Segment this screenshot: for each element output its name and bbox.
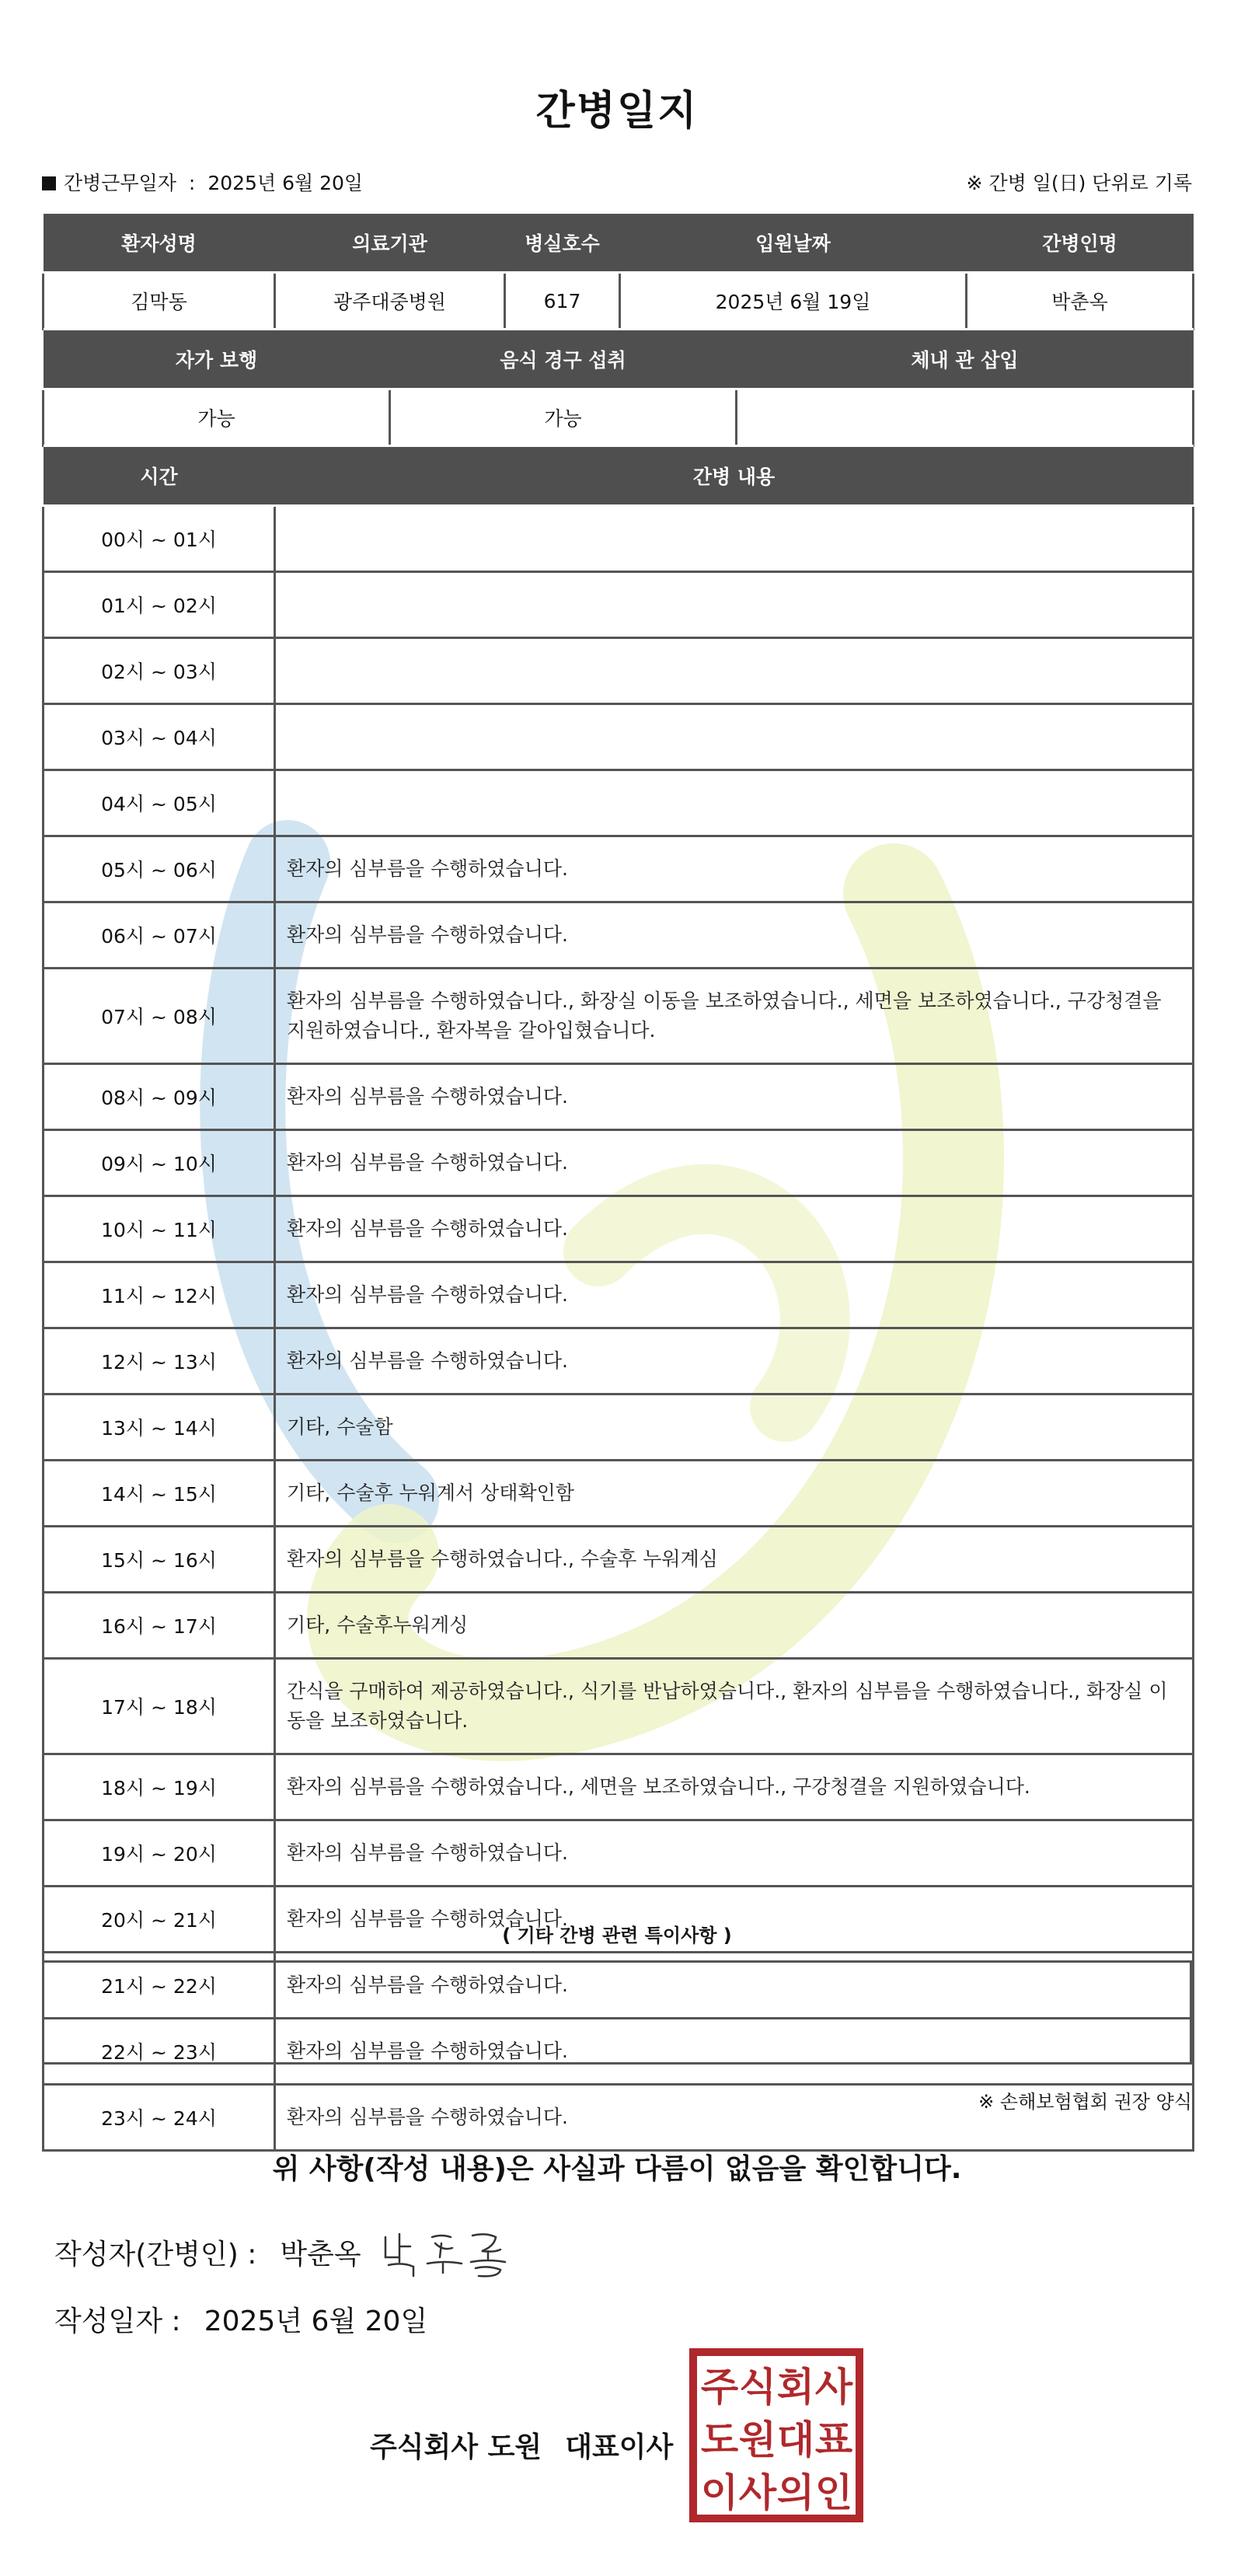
- care-log-time: 01시 ~ 02시: [44, 572, 275, 638]
- care-log-row: [44, 1820, 1194, 1887]
- svg-text:회: 회: [776, 2365, 815, 2410]
- care-log-row: [44, 1659, 1194, 1754]
- care-log-content: [275, 572, 1194, 638]
- care-log-time: 15시 ~ 16시: [44, 1527, 275, 1593]
- meta-row: [42, 168, 1192, 196]
- care-log-content: 환자의 심부름을 수행하였습니다.: [275, 2019, 1194, 2085]
- svg-text:인: 인: [814, 2470, 853, 2515]
- care-log-content: 환자의 심부름을 수행하였습니다.: [275, 1262, 1194, 1328]
- patient-name: 김막동: [44, 273, 275, 330]
- care-log-time: 11시 ~ 12시: [44, 1262, 275, 1328]
- care-log-row: [44, 2085, 1194, 2151]
- care-log-row: [44, 1754, 1194, 1820]
- room-number: 617: [505, 273, 620, 330]
- work-date-separator: :: [188, 172, 196, 194]
- caregiver-name: 박춘옥: [967, 273, 1194, 330]
- care-log-content: 환자의 심부름을 수행하였습니다., 세면을 보조하였습니다., 구강청결을 지원하였습니다.: [275, 1754, 1194, 1820]
- patient-info-values: [44, 273, 1194, 330]
- oral-intake-value: 가능: [390, 389, 737, 446]
- company-seal-stamp: [688, 2347, 864, 2523]
- care-log-row: [44, 1461, 1194, 1527]
- header-caregiver-name: 간병인명: [967, 213, 1194, 273]
- header-patient-name: 환자성명: [44, 213, 275, 273]
- header-care-content: 간병 내용: [275, 446, 1194, 506]
- care-log-time: 08시 ~ 09시: [44, 1064, 275, 1130]
- care-log-content: [275, 704, 1194, 770]
- care-log-time: 05시 ~ 06시: [44, 836, 275, 902]
- header-tube-insertion: 체내 관 삽입: [737, 330, 1194, 389]
- care-log-content: 환자의 심부름을 수행하였습니다.: [275, 836, 1194, 902]
- care-log-time: 14시 ~ 15시: [44, 1461, 275, 1527]
- care-log-content: 환자의 심부름을 수행하였습니다.: [275, 2085, 1194, 2151]
- care-log-time: 22시 ~ 23시: [44, 2019, 275, 2085]
- header-room-number: 병실호수: [505, 213, 620, 273]
- care-log-time: 16시 ~ 17시: [44, 1593, 275, 1659]
- admission-date: 2025년 6월 19일: [620, 273, 967, 330]
- care-log-time: 03시 ~ 04시: [44, 704, 275, 770]
- svg-text:의: 의: [776, 2470, 815, 2515]
- svg-text:식: 식: [738, 2365, 777, 2410]
- care-log-time: 23시 ~ 24시: [44, 2085, 275, 2151]
- header-admission-date: 입원날짜: [620, 213, 967, 273]
- write-date-line: [54, 2299, 427, 2339]
- care-log-content: [275, 770, 1194, 836]
- header-hospital: 의료기관: [275, 213, 505, 273]
- work-date: [42, 168, 363, 196]
- svg-text:사: 사: [738, 2470, 777, 2515]
- care-log-content: 환자의 심부름을 수행하였습니다.: [275, 1887, 1194, 1953]
- page-title: 간병일지: [535, 88, 699, 134]
- care-log-row: [44, 969, 1194, 1064]
- care-log-content: 간식을 구매하여 제공하였습니다., 식기를 반납하였습니다., 환자의 심부름을 수행하였습니다., 화장실 이동을 보조하였습니다.: [275, 1659, 1194, 1754]
- confirmation-statement: 위 사항(작성 내용)은 사실과 다름이 없음을 확인합니다.: [272, 2153, 962, 2185]
- care-log-row: [44, 572, 1194, 638]
- patient-info-table: [42, 211, 1194, 330]
- care-log-time: 02시 ~ 03시: [44, 638, 275, 704]
- care-log-content: 기타, 수술후누워게싱: [275, 1593, 1194, 1659]
- care-log-row: [44, 770, 1194, 836]
- header-oral-intake: 음식 경구 섭취: [390, 330, 737, 389]
- header-time: 시간: [44, 446, 275, 506]
- svg-text:이: 이: [700, 2470, 739, 2515]
- square-bullet-icon: [42, 176, 56, 190]
- care-log-content: 환자의 심부름을 수행하였습니다.: [275, 1196, 1194, 1262]
- handwritten-signature: [379, 2220, 519, 2282]
- care-log-content: 환자의 심부름을 수행하였습니다.: [275, 1820, 1194, 1887]
- care-log-row: [44, 1130, 1194, 1196]
- work-date-value: 2025년 6월 20일: [207, 172, 364, 194]
- svg-text:원: 원: [738, 2417, 777, 2463]
- hospital-name: 광주대중병원: [275, 273, 505, 330]
- care-log-content: 환자의 심부름을 수행하였습니다.: [275, 1130, 1194, 1196]
- header-self-walking: 자가 보행: [44, 330, 390, 389]
- company-title: 대표이사: [565, 2431, 674, 2463]
- write-date-label: 작성일자 :: [54, 2305, 181, 2337]
- patient-status-values: [44, 389, 1194, 446]
- company-name: 주식회사 도원: [370, 2431, 542, 2463]
- care-log-header: [44, 446, 1194, 506]
- care-log-row: [44, 1593, 1194, 1659]
- patient-status-table: [42, 328, 1194, 447]
- care-log-body: [44, 506, 1194, 2151]
- writer-name: 박춘옥: [280, 2239, 361, 2271]
- patient-info-header: [44, 213, 1194, 273]
- care-log-time: 07시 ~ 08시: [44, 969, 275, 1064]
- care-log-row: [44, 1887, 1194, 1953]
- care-log-row: [44, 1196, 1194, 1262]
- care-log-time: 19시 ~ 20시: [44, 1820, 275, 1887]
- svg-text:대: 대: [776, 2417, 815, 2463]
- special-notes-heading: ( 기타 간병 관련 특이사항 ): [502, 1925, 732, 1946]
- write-date-value: 2025년 6월 20일: [204, 2305, 428, 2337]
- care-log-time: 13시 ~ 14시: [44, 1394, 275, 1461]
- recommendation-note: ※ 손해보험협회 권장 양식: [978, 2091, 1192, 2113]
- care-log-content: 환자의 심부름을 수행하였습니다., 수술후 누워계심: [275, 1527, 1194, 1593]
- svg-text:표: 표: [814, 2417, 853, 2463]
- care-log-time: 10시 ~ 11시: [44, 1196, 275, 1262]
- care-log-time: 18시 ~ 19시: [44, 1754, 275, 1820]
- care-log-content: 환자의 심부름을 수행하였습니다., 화장실 이동을 보조하였습니다., 세면을 보조하였습니다., 구강청결을 지원하였습니다., 환자복을 갈아입혔습니다.: [275, 969, 1194, 1064]
- svg-text:주: 주: [700, 2365, 739, 2410]
- svg-text:사: 사: [814, 2365, 853, 2410]
- care-log-content: 환자의 심부름을 수행하였습니다.: [275, 1328, 1194, 1394]
- care-log-time: 06시 ~ 07시: [44, 902, 275, 969]
- company-line: [370, 2425, 673, 2465]
- care-log-row: [44, 902, 1194, 969]
- care-log-row: [44, 836, 1194, 902]
- patient-status-header: [44, 330, 1194, 389]
- care-log-content: 기타, 수술함: [275, 1394, 1194, 1461]
- care-log-row: [44, 1328, 1194, 1394]
- care-log-row: [44, 1394, 1194, 1461]
- care-log-content: [275, 638, 1194, 704]
- care-log-row: [44, 2019, 1194, 2085]
- care-log-content: [275, 506, 1194, 572]
- care-log-content: 환자의 심부름을 수행하였습니다.: [275, 1064, 1194, 1130]
- care-log-row: [44, 704, 1194, 770]
- care-log-content: 기타, 수술후 누워계서 상태확인함: [275, 1461, 1194, 1527]
- writer-label: 작성자(간병인) :: [54, 2239, 257, 2271]
- care-log-row: [44, 1064, 1194, 1130]
- care-log-row: [44, 1953, 1194, 2019]
- care-log-table: [42, 445, 1194, 2152]
- care-log-row: [44, 1527, 1194, 1593]
- care-log-content: 환자의 심부름을 수행하였습니다.: [275, 1953, 1194, 2019]
- care-log-time: 20시 ~ 21시: [44, 1887, 275, 1953]
- svg-text:도: 도: [700, 2417, 739, 2463]
- writer-line: [54, 2232, 361, 2272]
- care-log-content: 환자의 심부름을 수행하였습니다.: [275, 902, 1194, 969]
- care-log-time: 17시 ~ 18시: [44, 1659, 275, 1754]
- care-log-row: [44, 638, 1194, 704]
- self-walking-value: 가능: [44, 389, 390, 446]
- work-date-label: 간병근무일자: [64, 172, 176, 194]
- care-log-time: 00시 ~ 01시: [44, 506, 275, 572]
- care-log-time: 09시 ~ 10시: [44, 1130, 275, 1196]
- tube-insertion-value: [737, 389, 1194, 446]
- care-log-time: 12시 ~ 13시: [44, 1328, 275, 1394]
- care-log-time: 21시 ~ 22시: [44, 1953, 275, 2019]
- care-log-row: [44, 1262, 1194, 1328]
- care-log-row: [44, 506, 1194, 572]
- record-unit-note: ※ 간병 일(日) 단위로 기록: [966, 172, 1192, 194]
- care-log-time: 04시 ~ 05시: [44, 770, 275, 836]
